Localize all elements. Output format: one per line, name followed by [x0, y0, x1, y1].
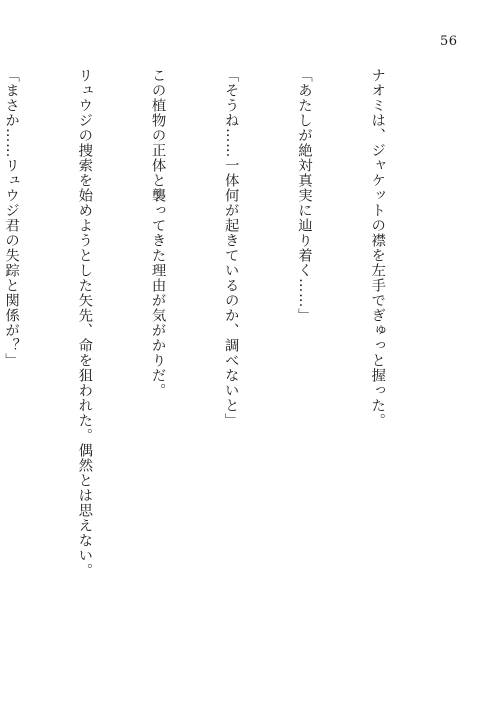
text-line: 「あたしが絶対真実に辿り着く……」: [295, 68, 312, 323]
body-text: [0, 68, 438, 658]
text-line: この植物の正体と襲ってきた理由が気がかりだ。: [149, 68, 166, 398]
text-line: ナオミは、ジャケットの襟を左手でぎゅっと握った。: [369, 68, 386, 428]
page-number: 56: [440, 34, 458, 49]
text-line: リュウジの捜索を始めようとした矢先、命を狙われた。偶然とは思えない。: [76, 68, 93, 578]
text-line: 「まさか……リュウジ君の失踪と関係が？」: [3, 68, 20, 368]
text-line: 「そうね……一体何が起きているのか、調べないと」: [222, 68, 239, 428]
